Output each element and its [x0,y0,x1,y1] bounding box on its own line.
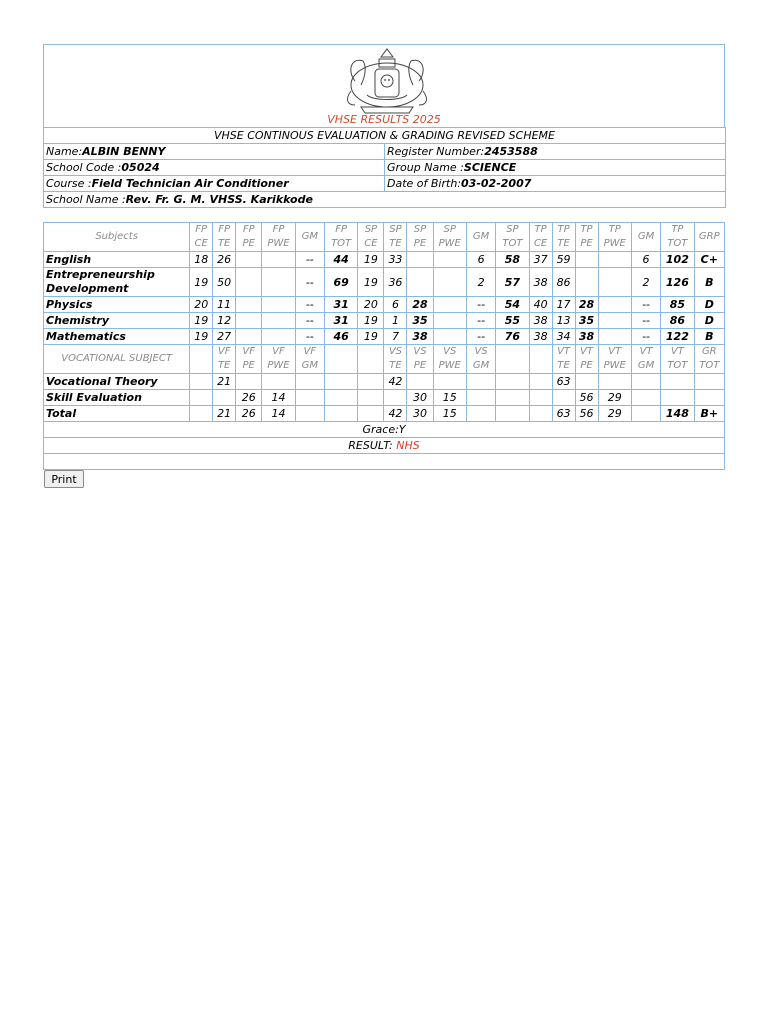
register-cell [385,144,726,160]
vocational-row [44,374,725,390]
mark-cell: 54 [496,297,529,313]
mark-cell [407,268,433,297]
mark-cell: B [694,268,724,297]
mark-cell: -- [631,297,660,313]
mark-cell: 14 [262,406,295,422]
mark-cell: 44 [324,252,357,268]
result-value: NHS [392,439,420,452]
mark-cell [496,406,529,422]
header-cell: TP PE [575,223,598,252]
mark-cell [295,390,324,406]
mark-cell: 18 [190,252,213,268]
mark-cell: 28 [575,297,598,313]
mark-cell [598,268,631,297]
subject-row [44,313,725,329]
scheme-title: VHSE CONTINOUS EVALUATION & GRADING REVISED SCHEME [44,128,726,144]
mark-cell: 2 [466,268,495,297]
mark-cell [433,268,466,297]
header-cell: VS TE [384,345,407,374]
header-cell: SP CE [358,223,384,252]
school-code-value: 05024 [121,161,160,174]
header-cell: FP TOT [324,223,357,252]
mark-cell: 7 [384,329,407,345]
mark-cell: 42 [384,406,407,422]
mark-cell [631,374,660,390]
header-cell: Subjects [44,223,190,252]
mark-cell: 42 [384,374,407,390]
mark-cell [295,374,324,390]
blank-cell [44,454,725,470]
mark-cell: 31 [324,297,357,313]
state-emblem-icon [337,47,437,115]
mark-cell [324,406,357,422]
mark-cell [496,390,529,406]
mark-cell [661,374,694,390]
mark-cell: 33 [384,252,407,268]
mark-cell: 15 [433,390,466,406]
mark-cell: 21 [213,374,236,390]
blank-row [44,454,725,470]
header-cell: VT TOT [661,345,694,374]
mark-cell [433,313,466,329]
mark-cell: 122 [661,329,694,345]
mark-cell [358,390,384,406]
header-cell: GM [295,223,324,252]
mark-cell [358,406,384,422]
mark-cell: 30 [407,406,433,422]
dob-label: Date of Birth: [387,177,462,190]
header-cell: VS GM [466,345,495,374]
mark-cell: 76 [496,329,529,345]
mark-cell: 63 [552,374,575,390]
vocational-row [44,390,725,406]
name-cell [44,144,385,160]
mark-cell [433,252,466,268]
group-cell [385,160,726,176]
mark-cell: 21 [213,406,236,422]
mark-cell: 86 [552,268,575,297]
mark-cell [190,374,213,390]
header-cell: VOCATIONAL SUBJECT [44,345,190,374]
mark-cell: 15 [433,406,466,422]
mark-cell [236,313,262,329]
header-cell: VF PWE [262,345,295,374]
mark-cell [466,406,495,422]
mark-cell: 34 [552,329,575,345]
mark-cell [575,374,598,390]
header-cell: VS PWE [433,345,466,374]
mark-cell [213,390,236,406]
mark-cell [407,374,433,390]
course-label: Course : [46,177,92,190]
mark-cell: 50 [213,268,236,297]
mark-cell [694,390,724,406]
course-value: Field Technician Air Conditioner [91,177,289,190]
mark-cell: 20 [358,297,384,313]
mark-cell: 31 [324,313,357,329]
mark-cell: 27 [213,329,236,345]
mark-cell: 85 [661,297,694,313]
mark-cell [466,374,495,390]
mark-cell: 38 [529,268,552,297]
mark-cell: 38 [529,313,552,329]
grace-row [44,422,725,438]
header-cell: TP CE [529,223,552,252]
page-title: VHSE RESULTS 2025 [327,113,441,126]
mark-cell: 17 [552,297,575,313]
subject-name: Vocational Theory [44,374,190,390]
group-value: SCIENCE [463,161,517,174]
mark-cell: 29 [598,406,631,422]
subject-row [44,252,725,268]
header-cell: VF GM [295,345,324,374]
dob-value: 03-02-2007 [461,177,532,190]
mark-cell: -- [631,313,660,329]
result-sheet [43,44,725,470]
subject-name: Entrepreneurship Development [44,268,190,297]
group-label: Group Name : [387,161,464,174]
header-cell: VF TE [213,345,236,374]
mark-cell [384,390,407,406]
header-cell: SP PE [407,223,433,252]
mark-cell: 19 [190,268,213,297]
mark-cell: 26 [236,390,262,406]
mark-cell: 6 [631,252,660,268]
subject-row [44,329,725,345]
header-cell: GR TOT [694,345,724,374]
subject-name: Mathematics [44,329,190,345]
mark-cell [262,329,295,345]
mark-cell: 6 [384,297,407,313]
subject-name: Total [44,406,190,422]
header-cell: FP TE [213,223,236,252]
mark-cell: -- [466,329,495,345]
header-cell: TP TE [552,223,575,252]
result-label: RESULT: [348,439,393,452]
header-cell [496,345,529,374]
mark-cell [529,374,552,390]
mark-cell: 102 [661,252,694,268]
marks-header-row [44,223,725,252]
mark-cell [236,297,262,313]
mark-cell [598,252,631,268]
header-cell: FP PWE [262,223,295,252]
mark-cell: 36 [384,268,407,297]
mark-cell: 11 [213,297,236,313]
mark-cell: 126 [661,268,694,297]
mark-cell: -- [295,268,324,297]
mark-cell [407,252,433,268]
header-cell: VT TE [552,345,575,374]
header-cell: SP TOT [496,223,529,252]
school-name-value: Rev. Fr. G. M. VHSS. Karikkode [125,193,313,206]
mark-cell [598,297,631,313]
mark-cell: 26 [236,406,262,422]
mark-cell [496,374,529,390]
header-cell: GM [631,223,660,252]
mark-cell: 14 [262,390,295,406]
mark-cell: -- [295,252,324,268]
mark-cell: 63 [552,406,575,422]
mark-cell [236,374,262,390]
mark-cell: 59 [552,252,575,268]
mark-cell [529,406,552,422]
header-cell [529,345,552,374]
mark-cell: 26 [213,252,236,268]
mark-cell: 1 [384,313,407,329]
mark-cell [598,313,631,329]
course-cell [44,176,385,192]
mark-cell [236,268,262,297]
school-name-cell [44,192,726,208]
mark-cell [236,252,262,268]
mark-cell [694,374,724,390]
subject-name: English [44,252,190,268]
mark-cell: 20 [190,297,213,313]
mark-cell: -- [631,329,660,345]
header-cell: SP PWE [433,223,466,252]
mark-cell: 57 [496,268,529,297]
mark-cell: -- [295,297,324,313]
mark-cell [575,252,598,268]
subject-row [44,268,725,297]
subject-name: Physics [44,297,190,313]
result-row [44,438,725,454]
mark-cell: 69 [324,268,357,297]
header-cell: TP TOT [661,223,694,252]
mark-cell: 38 [407,329,433,345]
mark-cell: 19 [358,329,384,345]
mark-cell: -- [466,297,495,313]
mark-cell [324,374,357,390]
name-label: Name: [46,145,83,158]
header-cell [358,345,384,374]
mark-cell: 37 [529,252,552,268]
mark-cell: 19 [358,313,384,329]
mark-cell: 86 [661,313,694,329]
mark-cell: 56 [575,390,598,406]
mark-cell [295,406,324,422]
header-cell: VF PE [236,345,262,374]
mark-cell: 40 [529,297,552,313]
result-header [43,44,725,127]
header-cell [190,345,213,374]
mark-cell: 2 [631,268,660,297]
header-cell: VT GM [631,345,660,374]
mark-cell: 28 [407,297,433,313]
mark-cell [433,329,466,345]
subject-name: Skill Evaluation [44,390,190,406]
vocational-row [44,406,725,422]
header-cell: FP PE [236,223,262,252]
mark-cell: -- [295,313,324,329]
grace-text: Grace:Y [44,422,725,438]
subject-row [44,297,725,313]
mark-cell: 19 [358,252,384,268]
mark-cell [661,390,694,406]
mark-cell [598,374,631,390]
mark-cell: 13 [552,313,575,329]
mark-cell [262,313,295,329]
info-table [43,127,726,208]
mark-cell [358,374,384,390]
header-cell [324,345,357,374]
mark-cell: -- [466,313,495,329]
header-cell: VS PE [407,345,433,374]
mark-cell: 56 [575,406,598,422]
register-value: 2453588 [484,145,538,158]
mark-cell: 29 [598,390,631,406]
mark-cell: 35 [575,313,598,329]
mark-cell [262,252,295,268]
mark-cell [552,390,575,406]
mark-cell: 19 [190,329,213,345]
mark-cell [262,268,295,297]
header-cell: FP CE [190,223,213,252]
register-label: Register Number: [387,145,485,158]
subject-name: Chemistry [44,313,190,329]
mark-cell [631,406,660,422]
mark-cell [529,390,552,406]
mark-cell: 12 [213,313,236,329]
mark-cell: 19 [190,313,213,329]
school-code-label: School Code : [46,161,122,174]
header-cell: VT PWE [598,345,631,374]
mark-cell [190,406,213,422]
mark-cell [262,374,295,390]
mark-cell: -- [295,329,324,345]
mark-cell: 35 [407,313,433,329]
mark-cell [598,329,631,345]
header-cell: VT PE [575,345,598,374]
dob-cell [385,176,726,192]
mark-cell: B [694,329,724,345]
mark-cell: C+ [694,252,724,268]
mark-cell [433,297,466,313]
marks-table [43,222,725,470]
name-value: ALBIN BENNY [82,145,166,158]
mark-cell [575,268,598,297]
mark-cell: B+ [694,406,724,422]
header-cell: SP TE [384,223,407,252]
mark-cell: 148 [661,406,694,422]
mark-cell [236,329,262,345]
mark-cell: 6 [466,252,495,268]
mark-cell: 19 [358,268,384,297]
mark-cell: 38 [529,329,552,345]
vocational-header-row [44,345,725,374]
mark-cell [262,297,295,313]
mark-cell: 46 [324,329,357,345]
school-name-label: School Name : [46,193,126,206]
header-cell: GM [466,223,495,252]
mark-cell [466,390,495,406]
mark-cell [433,374,466,390]
print-button[interactable]: Print [44,470,84,488]
mark-cell: 58 [496,252,529,268]
mark-cell: 30 [407,390,433,406]
mark-cell: 38 [575,329,598,345]
school-code-cell [44,160,385,176]
mark-cell: D [694,313,724,329]
mark-cell [631,390,660,406]
mark-cell: D [694,297,724,313]
header-cell: GRP [694,223,724,252]
mark-cell [190,390,213,406]
header-cell: TP PWE [598,223,631,252]
mark-cell [324,390,357,406]
mark-cell: 55 [496,313,529,329]
result-cell [44,438,725,454]
